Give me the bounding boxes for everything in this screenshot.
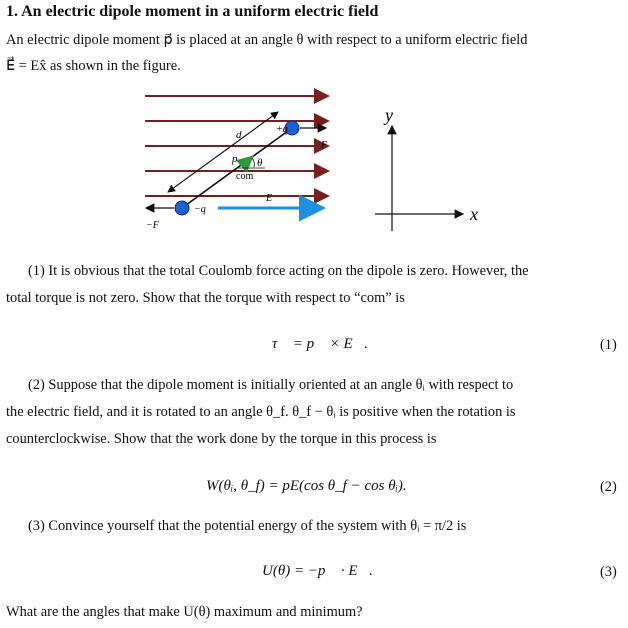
negative-charge xyxy=(175,201,189,215)
part2-line-1: (2) Suppose that the dipole moment is initially oriented at an angle θᵢ with respect to xyxy=(28,377,514,393)
intro-line-1: An electric dipole moment p⃗ is placed at an angle θ with respect to a uniform electric field xyxy=(6,32,528,48)
part2-line-2: the electric field, and it is rotated to an angle θ_f. θ_f − θᵢ is positive when the rotation is xyxy=(6,404,516,420)
intro-line-2: E⃗ = Ex̂ as shown in the figure. xyxy=(6,58,181,74)
theta-arc xyxy=(252,158,254,167)
part1-line-2: total torque is not zero. Show that the torque with respect to “com” is xyxy=(6,290,405,306)
label-theta: θ xyxy=(257,157,263,169)
label-field: E⃗ xyxy=(266,193,280,204)
dipole-figure xyxy=(140,88,490,238)
coordinate-axes xyxy=(375,105,478,231)
y-axis-label: y xyxy=(385,105,393,125)
label-p: p⃗ xyxy=(232,153,247,165)
label-minus-q: −q xyxy=(194,204,206,215)
x-axis-label: x xyxy=(470,204,478,224)
equation-3: U(θ) = −p⃗ · E⃗. xyxy=(262,563,373,579)
part3-line-1: (3) Convince yourself that the potential energy of the system with θᵢ = π/2 is xyxy=(28,518,467,534)
final-question: What are the angles that make U(θ) maximum and minimum? xyxy=(6,604,363,620)
equation-2: W(θᵢ, θ_f) = pE(cos θ_f − cos θᵢ). xyxy=(206,478,407,494)
equation-1: τ⃗ = p⃗ × E⃗. xyxy=(272,336,369,352)
part1-line-1: (1) It is obvious that the total Coulomb force acting on the dipole is zero. However, the xyxy=(28,263,529,279)
problem-heading: 1. An electric dipole moment in a uniform electric field xyxy=(6,3,379,20)
label-force: F⃗ xyxy=(321,140,335,151)
equation-2-number: (2) xyxy=(600,479,617,495)
part2-line-3: counterclockwise. Show that the work done by the torque in this process is xyxy=(6,431,437,447)
label-d: d xyxy=(236,129,242,141)
label-plus-q: +q xyxy=(276,124,288,135)
equation-3-number: (3) xyxy=(600,564,617,580)
equation-1-number: (1) xyxy=(600,337,617,353)
label-minus-force: −F⃗ xyxy=(146,220,167,231)
label-com: com xyxy=(236,171,254,182)
